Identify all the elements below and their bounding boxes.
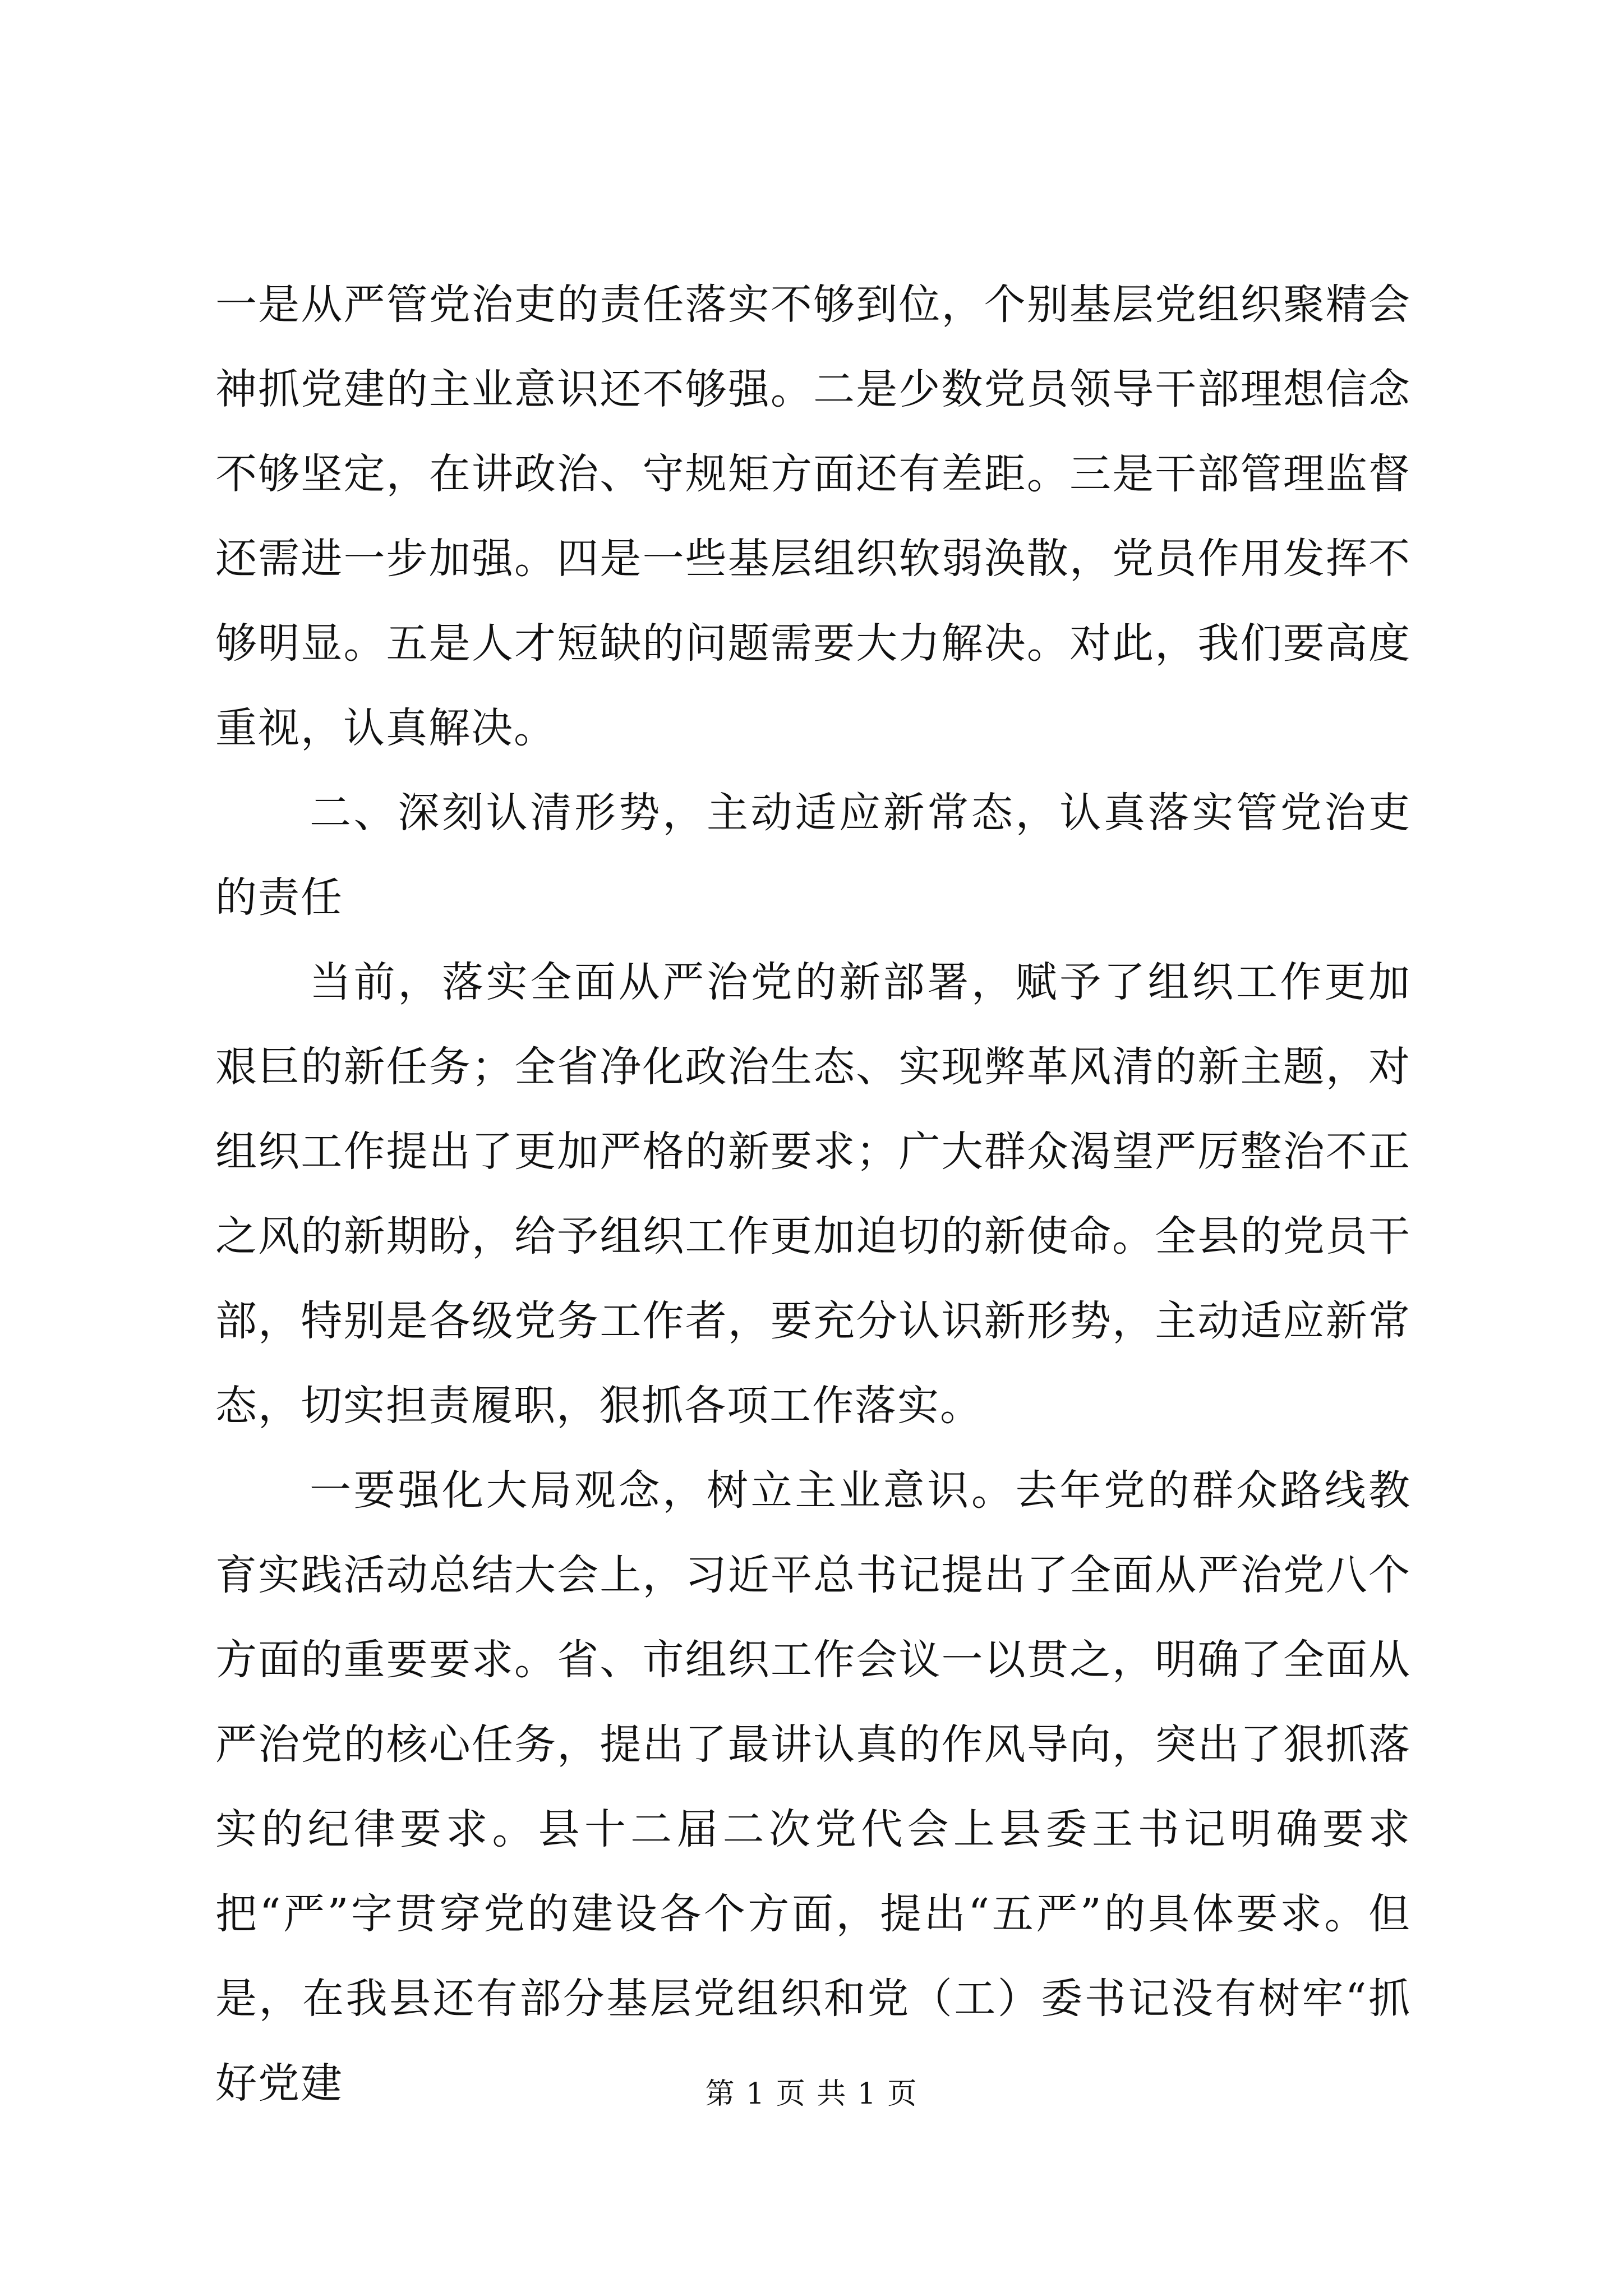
paragraph-1: 一是从严管党治吏的责任落实不够到位，个别基层党组织聚精会神抓党建的主业意识还不够强。二是少数党员领导干部理想信念不够坚定，在讲政治、守规矩方面还有差距。三是干部管理监督还需进一步加强。四是一些基层组织软弱涣散，党员作用发挥不够明显。五是人才短缺的问题需要大力解决。对此，我们要高度重视，认真解决。	[215, 280, 1411, 752]
paragraph-4: 一要强化大局观念，树立主业意识。去年党的群众路线教育实践活动总结大会上，习近平总书记提出了全面从严治党八个方面的重要要求。省、市组织工作会议一以贯之，明确了全面从严治党的核心任务，提出了最讲认真的作风导向，突出了狠抓落实的纪律要求。县十二届二次党代会上县委王书记明确要求把“严”字贯穿党的建设各个方面，提出“五严”的具体要求。但是，在我县还有部分基层党组织和党（工）委书记没有树牢“抓好党建	[215, 1466, 1411, 2108]
section-heading-2: 二、深刻认清形势，主动适应新常态，认真落实管党治吏的责任	[215, 789, 1411, 922]
paragraph-3: 当前，落实全面从严治党的新部署，赋予了组织工作更加艰巨的新任务；全省净化政治生态、实现弊革风清的新主题，对组织工作提出了更加严格的新要求；广大群众渴望严厉整治不正之风的新期盼，给予组织工作更加迫切的新使命。全县的党员干部，特别是各级党务工作者，要充分认识新形势，主动适应新常态，切实担责履职，狠抓各项工作落实。	[215, 958, 1411, 1430]
page-number-footer: 第 1 页 共 1 页	[705, 2077, 918, 2111]
document-body	[215, 263, 1411, 2126]
